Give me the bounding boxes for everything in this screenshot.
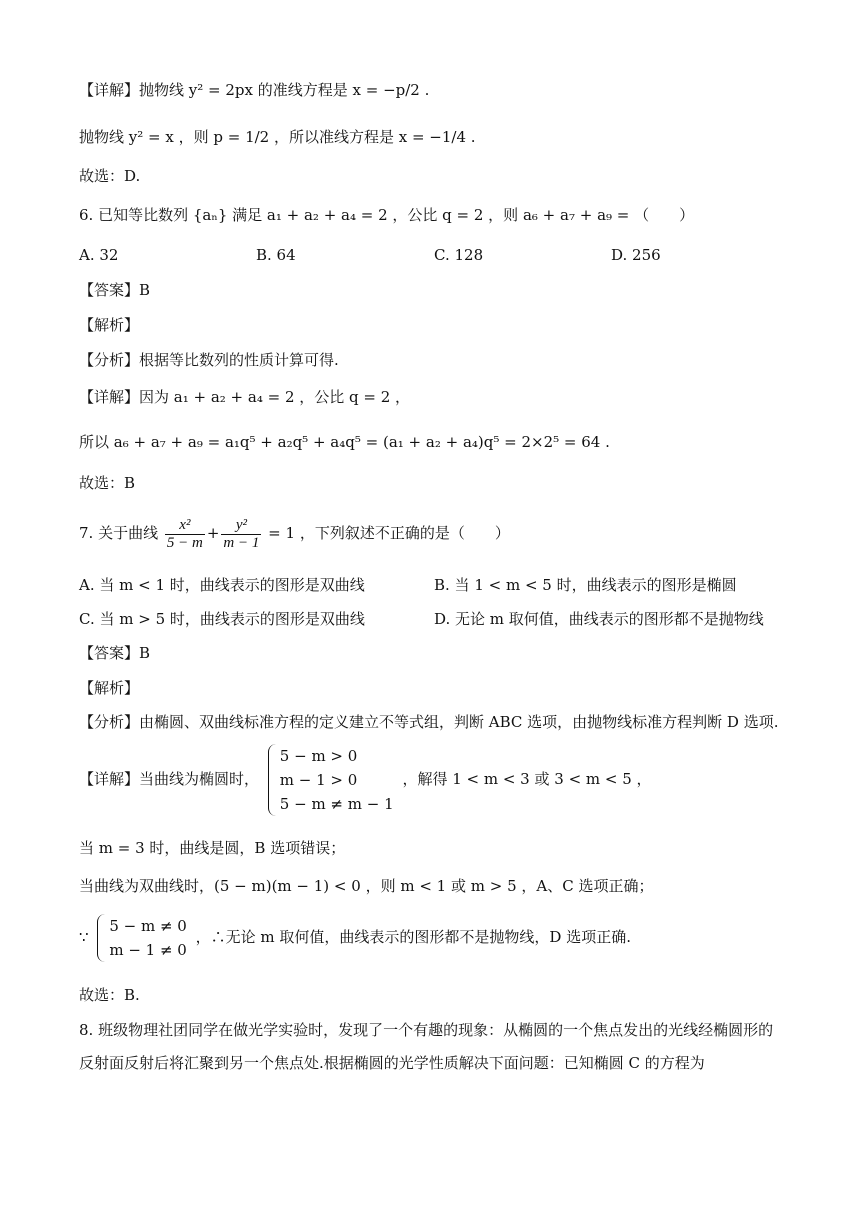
q6-detail-line-1: 【详解】因为 a₁ + a₂ + a₄ = 2 ，公比 q = 2 ， — [79, 388, 411, 406]
left-brace-icon — [268, 744, 277, 816]
left-brace-icon — [97, 914, 106, 962]
q7-option-a: A. 当 m < 1 时，曲线表示的图形是双曲线 — [79, 576, 365, 594]
q7-fraction-y-denominator: m − 1 — [223, 534, 260, 551]
q5-detail-line-1: 【详解】抛物线 y² = 2px 的准线方程是 x = −p/2 . — [79, 81, 430, 99]
q6-jiexi-label: 【解析】 — [79, 316, 140, 334]
q7-fraction-x — [165, 517, 205, 552]
because-symbol: ∵ — [79, 928, 89, 946]
q5-conclusion: 故选：D. — [79, 167, 141, 185]
q7-system-row: 5 − m > 0 — [279, 747, 358, 765]
q6-option-d: D. 256 — [611, 246, 661, 264]
q8-stem-line-2: 反射面反射后将汇聚到另一个焦点处.根据椭圆的光学性质解决下面问题：已知椭圆 C 的方程为 — [79, 1054, 705, 1072]
q7-answer: 【答案】B — [79, 644, 151, 662]
q7-stem-suffix: = 1 ，下列叙述不正确的是（ ） — [268, 524, 510, 542]
q7-fraction-x-denominator: 5 − m — [166, 534, 203, 551]
q7-parabola-line — [79, 914, 631, 962]
q7-detail-prefix: 【详解】当曲线为椭圆时， — [79, 770, 260, 788]
q7-parabola-conclusion: ，∴无论 m 取何值，曲线表示的图形都不是抛物线，D 选项正确. — [195, 928, 631, 946]
q7-inequality-system — [268, 744, 394, 816]
q7-option-b: B. 当 1 < m < 5 时，曲线表示的图形是椭圆 — [434, 576, 737, 594]
q8-stem-line-1: 8. 班级物理社团同学在做光学实验时，发现了一个有趣的现象：从椭圆的一个焦点发出的光线经椭圆形的 — [79, 1021, 774, 1039]
q6-answer: 【答案】B — [79, 281, 151, 299]
q7-fraction-y — [221, 517, 261, 552]
q7-system-row: m − 1 ≠ 0 — [109, 941, 187, 959]
q6-detail-line-2: 所以 a₆ + a₇ + a₉ = a₁q⁵ + a₂q⁵ + a₄q⁵ = (a₁ + a₂ + a₄)q⁵ = 2×2⁵ = 64 . — [79, 433, 610, 451]
q7-detail-system-line — [79, 744, 652, 816]
q7-jiexi-label: 【解析】 — [79, 679, 140, 697]
q7-analysis: 【分析】由椭圆、双曲线标准方程的定义建立不等式组，判断 ABC 选项，由抛物线标准方程判断 D 选项. — [79, 713, 779, 731]
q7-fraction-y-numerator: y² — [221, 517, 261, 535]
q7-nonzero-system — [97, 914, 187, 962]
q7-fraction-x-numerator: x² — [165, 517, 205, 535]
q6-conclusion: 故选：B — [79, 474, 136, 492]
q7-hyperbola-case: 当曲线为双曲线时，(5 − m)(m − 1) < 0 ，则 m < 1 或 m > 5 ，A、C 选项正确； — [79, 877, 654, 895]
q5-detail-line-2: 抛物线 y² = x ，则 p = 1/2 ，所以准线方程是 x = −1/4 . — [79, 128, 476, 146]
q7-system-row: m − 1 > 0 — [279, 771, 358, 789]
q7-detail-suffix: ，解得 1 < m < 3 或 3 < m < 5 ， — [402, 770, 652, 788]
q7-stem: 7. 关于曲线 $\frac{\text{x²}}{5 - m}$ + $\frac{\text{y²}}{m - 1}$ = 1 ，下列叙述不正确的是（ ） — [79, 516, 510, 551]
q7-conclusion: 故选：B. — [79, 986, 140, 1004]
q7-system-row: 5 − m ≠ m − 1 — [279, 795, 394, 813]
q7-option-c: C. 当 m > 5 时，曲线表示的图形是双曲线 — [79, 610, 365, 628]
q6-stem: 6. 已知等比数列 {aₙ} 满足 a₁ + a₂ + a₄ = 2 ，公比 q = 2 ，则 a₆ + a₇ + a₉ = （ ） — [79, 206, 695, 224]
q6-option-c: C. 128 — [434, 246, 484, 264]
q6-option-a: A. 32 — [79, 246, 119, 264]
q6-option-b: B. 64 — [256, 246, 296, 264]
q7-circle-case: 当 m = 3 时，曲线是圆，B 选项错误； — [79, 839, 346, 857]
q6-analysis: 【分析】根据等比数列的性质计算可得. — [79, 351, 339, 369]
q7-option-d: D. 无论 m 取何值，曲线表示的图形都不是抛物线 — [434, 610, 764, 628]
q7-system-row: 5 − m ≠ 0 — [109, 917, 187, 935]
q7-stem-prefix: 7. 关于曲线 — [79, 524, 159, 542]
